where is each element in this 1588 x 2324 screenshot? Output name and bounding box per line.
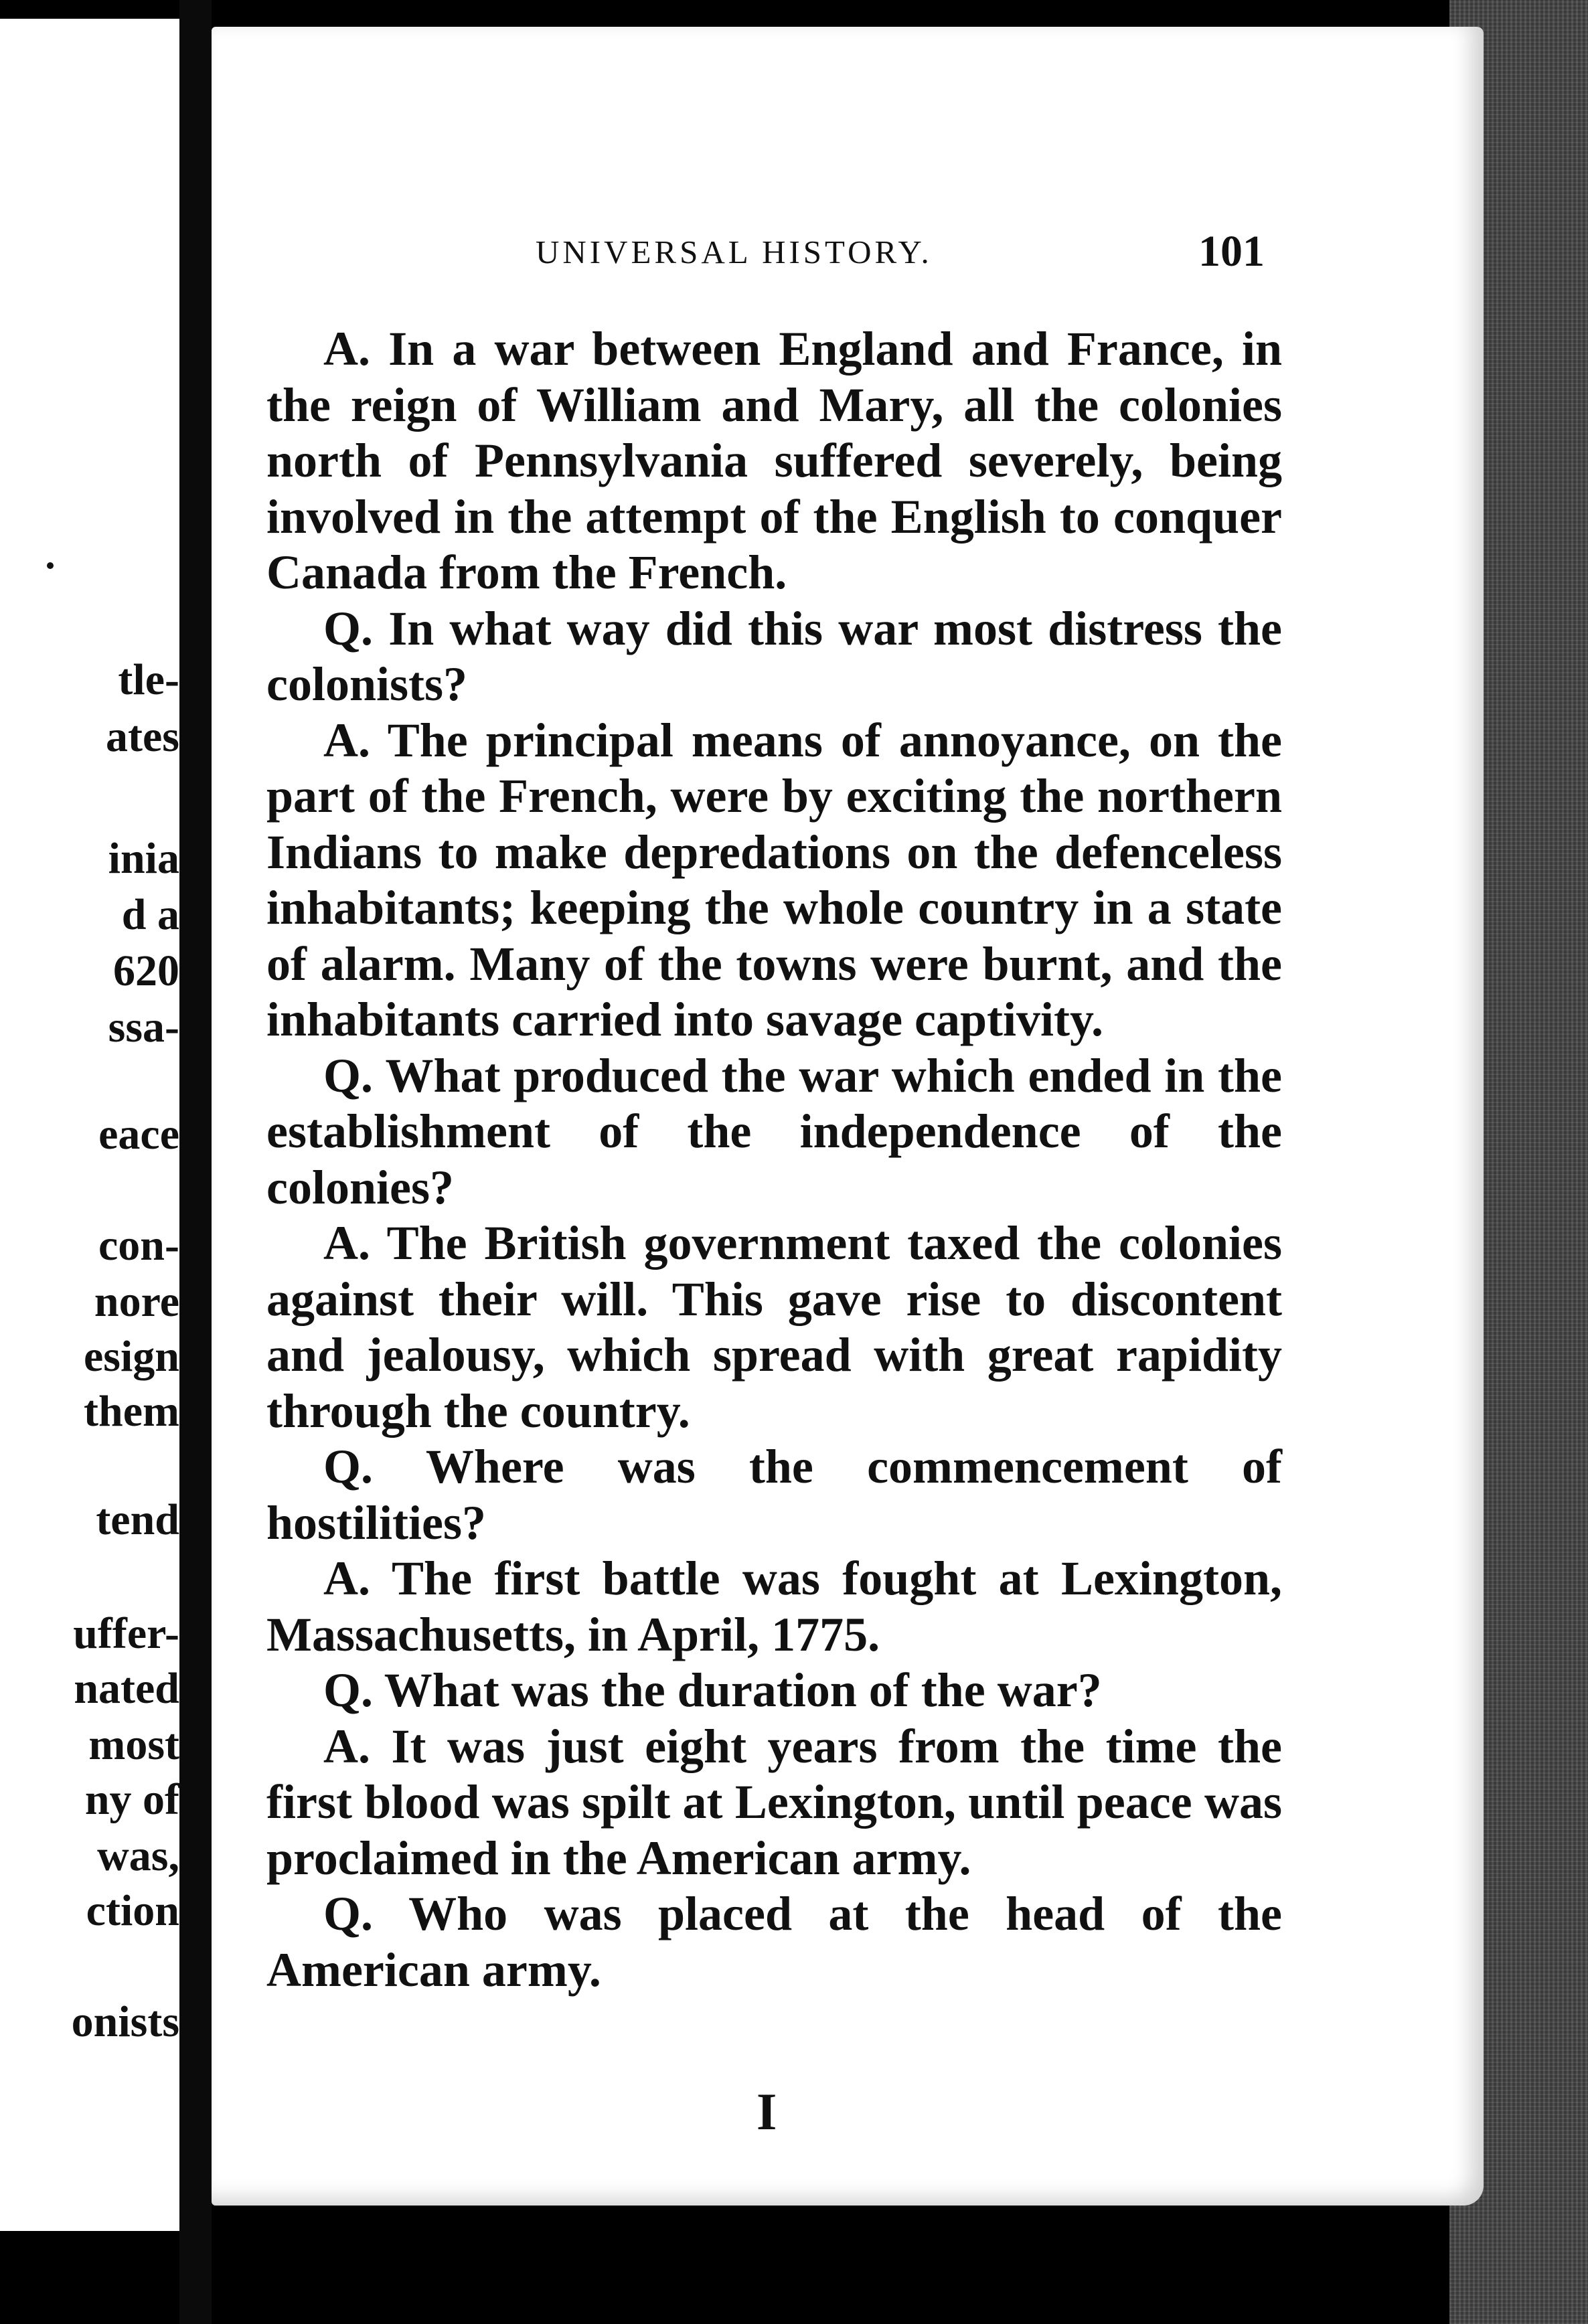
facing-page-fragment: inia <box>108 834 179 883</box>
paragraph-text: What produced the war which ended in the establishment of the independence of the colonies? <box>266 1048 1282 1214</box>
paragraph-text: In what way did this war most distress the colonists? <box>266 601 1282 711</box>
paragraph-text: What was the duration of the war? <box>384 1663 1102 1717</box>
paragraph-text: The principal means of annoyance, on the part of the French, were by exciting the northern Indians to make depredations on the defenceless inhabitants; keeping the whole country in a state of alarm. Many of the towns were burnt, and the inhabitants carried into savage captivity. <box>266 713 1282 1046</box>
facing-page-fragment: ates <box>106 712 179 761</box>
facing-page-fragment: them <box>84 1387 179 1436</box>
question-paragraph <box>266 1048 1282 1216</box>
facing-page-fragment: con- <box>98 1221 179 1270</box>
answer-label: A. <box>323 713 370 767</box>
paragraph-text: The British government taxed the colonies against their will. This gave rise to discontent and jealousy, which spread with great rapidity through the country. <box>266 1216 1282 1438</box>
facing-page-fragment: 620 <box>113 946 179 995</box>
question-label: Q. <box>323 601 374 655</box>
facing-page-fragment: esign <box>83 1332 179 1381</box>
facing-page-fragment: uffer- <box>73 1609 179 1658</box>
facing-page-fragment: tend <box>96 1495 179 1544</box>
book-gutter <box>179 0 212 2324</box>
ink-dot <box>47 562 54 569</box>
answer-paragraph <box>266 321 1282 601</box>
facing-page-fragment: ction <box>86 1886 179 1935</box>
answer-paragraph <box>266 1551 1282 1663</box>
facing-page-fragment: onists <box>71 1997 179 2046</box>
facing-page-fragment: eace <box>98 1110 179 1159</box>
question-paragraph <box>266 1886 1282 1998</box>
signature-mark: I <box>757 2082 777 2141</box>
paragraph-text: The first battle was fought at Lexington, Massachusetts, in April, 1775. <box>266 1552 1282 1661</box>
question-paragraph <box>266 1663 1282 1719</box>
question-paragraph <box>266 1439 1282 1551</box>
question-label: Q. <box>323 1048 374 1102</box>
facing-page-fragment: tle- <box>118 655 179 704</box>
page-number: 101 <box>1198 227 1265 276</box>
paragraph-text: It was just eight years from the time the first blood was spilt at Lexington, until peace was proclaimed in the American army. <box>266 1719 1283 1885</box>
page-body <box>266 321 1282 1998</box>
answer-label: A. <box>323 1719 370 1773</box>
facing-page-fragment: was, <box>97 1831 179 1880</box>
answer-paragraph <box>266 1719 1282 1887</box>
paragraph-text: Who was placed at the head of the American army. <box>266 1887 1282 1997</box>
facing-page-fragment: ny of <box>84 1775 179 1824</box>
answer-label: A. <box>323 1216 370 1270</box>
running-head: UNIVERSAL HISTORY. <box>536 234 933 270</box>
facing-page <box>0 19 179 2231</box>
question-label: Q. <box>323 1663 374 1717</box>
answer-paragraph <box>266 713 1282 1048</box>
answer-label: A. <box>323 1552 370 1605</box>
answer-label: A. <box>323 322 370 376</box>
paragraph-text: Where was the commencement of hostilities? <box>266 1440 1283 1550</box>
facing-page-fragment: most <box>88 1720 179 1769</box>
question-label: Q. <box>323 1440 374 1493</box>
facing-page-fragment: ssa- <box>108 1003 179 1052</box>
answer-paragraph <box>266 1216 1282 1439</box>
question-paragraph <box>266 601 1282 713</box>
facing-page-fragment: nore <box>94 1277 179 1326</box>
paragraph-text: In a war between England and France, in the reign of William and Mary, all the colonies north of Pennsylvania suffered severely, being involved in the attempt of the English to conquer Canada from the French. <box>266 322 1283 599</box>
question-label: Q. <box>323 1887 374 1940</box>
facing-page-fragment: d a <box>121 890 179 939</box>
facing-page-fragment: nated <box>74 1664 179 1713</box>
